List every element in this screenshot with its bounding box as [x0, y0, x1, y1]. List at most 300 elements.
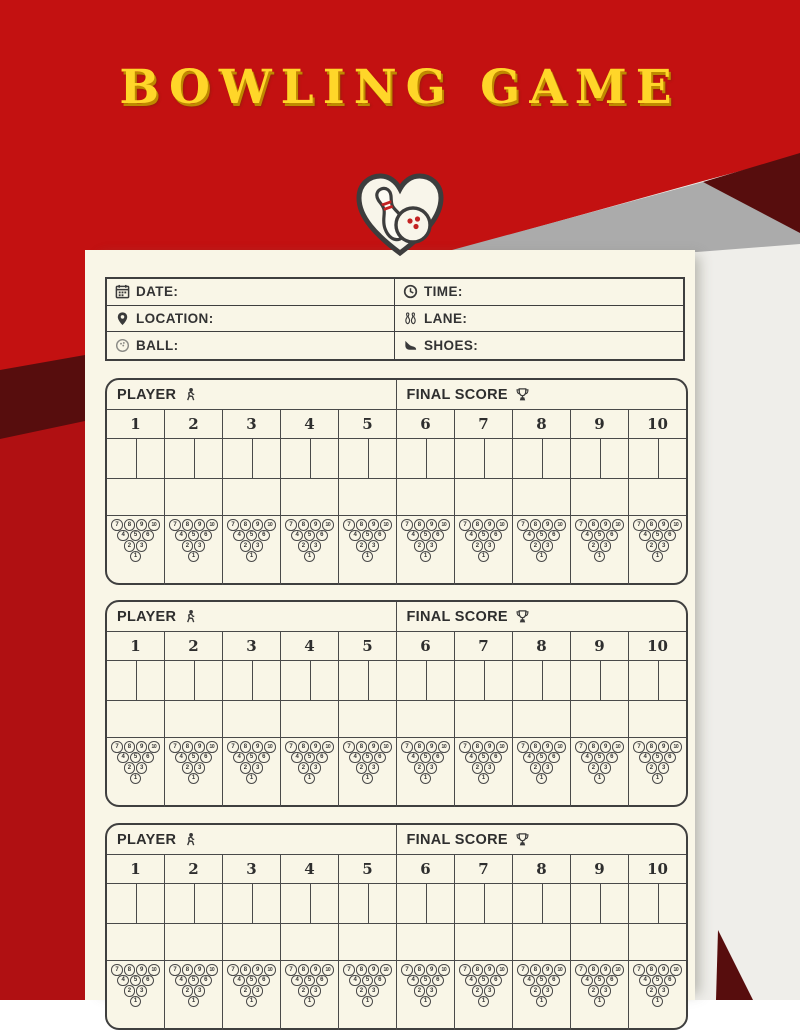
throw-box-divider [252, 439, 254, 478]
pin-7: 7 [169, 964, 181, 976]
throw-box-divider [542, 884, 544, 923]
pin-6: 6 [142, 752, 154, 764]
pin-9: 9 [368, 741, 380, 753]
pin-4: 4 [639, 530, 651, 542]
pin-9: 9 [600, 741, 612, 753]
frame-3-throw-boxes [223, 661, 281, 700]
frame-number-5: 5 [339, 632, 397, 660]
bowling-ball-icon [396, 208, 430, 242]
frame-10-pin-diagram [629, 961, 686, 1030]
pin-5: 5 [652, 752, 664, 764]
pin-row [513, 773, 570, 785]
frame-4-score-box [281, 701, 339, 737]
pin-3: 3 [484, 762, 496, 774]
pin-2: 2 [240, 540, 252, 552]
pin-4: 4 [233, 752, 245, 764]
pin-5: 5 [188, 530, 200, 542]
pin-row [281, 551, 338, 563]
frame-number-5: 5 [339, 410, 397, 438]
pin-3: 3 [368, 540, 380, 552]
pin-3: 3 [426, 540, 438, 552]
frame-number-3: 3 [223, 632, 281, 660]
pin-2: 2 [298, 762, 310, 774]
pin-3: 3 [136, 540, 148, 552]
frame-number-7: 7 [455, 632, 513, 660]
pin-row [455, 551, 512, 563]
pin-7: 7 [343, 519, 355, 531]
frame-9-throw-boxes [571, 884, 629, 923]
pin-7: 7 [633, 519, 645, 531]
frame-7-pin-diagram [455, 738, 513, 807]
pin-row [339, 996, 396, 1008]
pin-7: 7 [111, 519, 123, 531]
pin-10: 10 [264, 519, 276, 531]
pin-8: 8 [124, 741, 136, 753]
location-field [107, 306, 395, 333]
frame-number-6: 6 [397, 855, 455, 883]
lane-icon [403, 311, 418, 326]
pin-10: 10 [438, 519, 450, 531]
pin-2: 2 [182, 985, 194, 997]
frame-5-throw-boxes [339, 884, 397, 923]
pin-7: 7 [401, 964, 413, 976]
pin-10: 10 [670, 741, 682, 753]
pin-6: 6 [490, 975, 502, 987]
frame-5-score-box [339, 479, 397, 515]
pin-4: 4 [291, 530, 303, 542]
frame-9-throw-boxes [571, 661, 629, 700]
pins-row [107, 738, 686, 807]
pin-3: 3 [600, 985, 612, 997]
frame-6-score-box [397, 701, 455, 737]
pin-row [629, 551, 686, 563]
pin-8: 8 [588, 519, 600, 531]
pin-7: 7 [401, 519, 413, 531]
throws-row [107, 661, 686, 701]
pin-2: 2 [240, 762, 252, 774]
pin-10: 10 [612, 964, 624, 976]
pin-10: 10 [438, 964, 450, 976]
frame-10-throw-boxes [629, 439, 686, 478]
pin-6: 6 [490, 530, 502, 542]
pin-1: 1 [188, 551, 200, 563]
pin-9: 9 [658, 519, 670, 531]
pin-3: 3 [136, 985, 148, 997]
frame-8-throw-boxes [513, 884, 571, 923]
pin-1: 1 [420, 773, 432, 785]
pin-10: 10 [206, 741, 218, 753]
pin-9: 9 [600, 519, 612, 531]
pin-7: 7 [459, 964, 471, 976]
pin-10: 10 [322, 964, 334, 976]
pin-5: 5 [478, 752, 490, 764]
pin-9: 9 [310, 741, 322, 753]
pin-8: 8 [182, 519, 194, 531]
frame-8-pin-diagram [513, 961, 571, 1030]
frame-3-pin-diagram [223, 516, 281, 585]
pin-row [629, 773, 686, 785]
pin-2: 2 [182, 762, 194, 774]
pins-row [107, 516, 686, 585]
player-section-3 [105, 823, 688, 1030]
throw-box-divider [600, 884, 602, 923]
throw-box-divider [136, 439, 138, 478]
throw-box-divider [194, 439, 196, 478]
pin-8: 8 [298, 519, 310, 531]
frame-4-score-box [281, 479, 339, 515]
pin-7: 7 [227, 741, 239, 753]
pin-8: 8 [124, 964, 136, 976]
final-score-label: FINAL SCORE [406, 608, 508, 625]
pin-2: 2 [356, 762, 368, 774]
pin-8: 8 [414, 519, 426, 531]
pin-6: 6 [142, 530, 154, 542]
pin-1: 1 [362, 773, 374, 785]
frame-7-score-box [455, 924, 513, 960]
pin-1: 1 [478, 996, 490, 1008]
pin-10: 10 [496, 519, 508, 531]
frame-7-score-box [455, 479, 513, 515]
frame-4-throw-boxes [281, 439, 339, 478]
throw-box-divider [658, 661, 660, 700]
pin-5: 5 [362, 975, 374, 987]
pin-8: 8 [240, 741, 252, 753]
pin-9: 9 [252, 741, 264, 753]
shoes-icon [403, 338, 418, 353]
pin-6: 6 [432, 752, 444, 764]
pin-8: 8 [124, 519, 136, 531]
player-header [107, 602, 397, 631]
pin-5: 5 [188, 752, 200, 764]
pin-5: 5 [594, 975, 606, 987]
frame-number-3: 3 [223, 410, 281, 438]
pin-6: 6 [374, 530, 386, 542]
frame-10-score-box [629, 701, 686, 737]
pin-3: 3 [600, 762, 612, 774]
frame-2-throw-boxes [165, 439, 223, 478]
pin-9: 9 [658, 964, 670, 976]
throw-box-divider [310, 439, 312, 478]
frame-2-score-box [165, 701, 223, 737]
pin-6: 6 [548, 975, 560, 987]
pin-1: 1 [536, 551, 548, 563]
frame-number-2: 2 [165, 855, 223, 883]
pin-6: 6 [200, 752, 212, 764]
pin-row [629, 996, 686, 1008]
pin-5: 5 [304, 752, 316, 764]
pin-row [571, 996, 628, 1008]
shoes-label: SHOES: [424, 338, 479, 354]
pin-9: 9 [600, 964, 612, 976]
frame-1-score-box [107, 924, 165, 960]
pin-9: 9 [194, 741, 206, 753]
pin-row [223, 773, 280, 785]
pin-5: 5 [362, 530, 374, 542]
pin-6: 6 [200, 975, 212, 987]
frame-4-pin-diagram [281, 961, 339, 1030]
pin-2: 2 [240, 985, 252, 997]
pin-2: 2 [588, 985, 600, 997]
pin-10: 10 [322, 519, 334, 531]
pin-4: 4 [291, 752, 303, 764]
player-label: PLAYER [117, 831, 177, 848]
frame-9-pin-diagram [571, 516, 629, 585]
pin-6: 6 [432, 530, 444, 542]
frame-10-throw-boxes [629, 884, 686, 923]
pin-5: 5 [420, 752, 432, 764]
calendar-icon [115, 284, 130, 299]
frame-1-pin-diagram [107, 738, 165, 807]
pin-5: 5 [420, 530, 432, 542]
pin-10: 10 [438, 741, 450, 753]
frame-3-score-box [223, 924, 281, 960]
pin-6: 6 [374, 752, 386, 764]
frame-5-score-box [339, 701, 397, 737]
pin-9: 9 [426, 964, 438, 976]
pin-10: 10 [148, 741, 160, 753]
throw-box-divider [542, 661, 544, 700]
frame-number-7: 7 [455, 855, 513, 883]
info-table [105, 277, 685, 361]
pin-9: 9 [252, 519, 264, 531]
pin-8: 8 [530, 519, 542, 531]
pin-row [571, 551, 628, 563]
frame-number-3: 3 [223, 855, 281, 883]
frame-6-throw-boxes [397, 884, 455, 923]
pin-2: 2 [298, 985, 310, 997]
pin-3: 3 [426, 762, 438, 774]
frame-number-6: 6 [397, 632, 455, 660]
frame-5-pin-diagram [339, 738, 397, 807]
frame-3-pin-diagram [223, 961, 281, 1030]
pin-4: 4 [581, 752, 593, 764]
pin-4: 4 [523, 752, 535, 764]
pin-7: 7 [633, 964, 645, 976]
ball-label: BALL: [136, 338, 179, 354]
frame-number-10: 10 [647, 415, 668, 433]
final-score-header [397, 380, 687, 409]
pin-4: 4 [639, 752, 651, 764]
pin-2: 2 [414, 762, 426, 774]
heart-bowling-logo [350, 163, 450, 275]
pin-6: 6 [316, 975, 328, 987]
pin-1: 1 [478, 773, 490, 785]
pin-2: 2 [298, 540, 310, 552]
frame-6-throw-boxes [397, 661, 455, 700]
pin-7: 7 [575, 741, 587, 753]
throw-box-divider [484, 661, 486, 700]
pin-row [397, 773, 454, 785]
pin-8: 8 [298, 741, 310, 753]
pin-9: 9 [542, 964, 554, 976]
frame-number-4: 4 [281, 410, 339, 438]
pin-9: 9 [484, 741, 496, 753]
frame-5-throw-boxes [339, 661, 397, 700]
pin-10: 10 [670, 964, 682, 976]
pin-2: 2 [182, 540, 194, 552]
pin-9: 9 [484, 964, 496, 976]
pin-row [165, 996, 222, 1008]
throw-box-divider [368, 661, 370, 700]
frame-4-pin-diagram [281, 516, 339, 585]
pin-10: 10 [554, 519, 566, 531]
frame-10-pin-diagram [629, 738, 686, 807]
throw-box-divider [600, 439, 602, 478]
pin-4: 4 [233, 530, 245, 542]
pin-3: 3 [252, 540, 264, 552]
frame-1-pin-diagram [107, 516, 165, 585]
pin-10: 10 [670, 519, 682, 531]
frame-2-throw-boxes [165, 661, 223, 700]
frame-2-score-box [165, 479, 223, 515]
pin-3: 3 [368, 762, 380, 774]
pin-9: 9 [136, 964, 148, 976]
pin-3: 3 [310, 985, 322, 997]
pin-2: 2 [646, 762, 658, 774]
pin-6: 6 [142, 975, 154, 987]
pin-8: 8 [240, 519, 252, 531]
pin-3: 3 [252, 985, 264, 997]
throw-box-divider [136, 884, 138, 923]
pin-3: 3 [600, 540, 612, 552]
pin-1: 1 [594, 773, 606, 785]
pin-3: 3 [368, 985, 380, 997]
pin-8: 8 [530, 964, 542, 976]
pin-8: 8 [356, 741, 368, 753]
pin-10: 10 [554, 964, 566, 976]
frame-6-score-box [397, 479, 455, 515]
lane-field [395, 306, 683, 333]
pin-7: 7 [517, 741, 529, 753]
pin-1: 1 [594, 551, 606, 563]
pin-row [107, 996, 164, 1008]
pin-6: 6 [258, 752, 270, 764]
time-label: TIME: [424, 284, 463, 300]
pin-5: 5 [652, 530, 664, 542]
pin-7: 7 [111, 964, 123, 976]
pin-5: 5 [246, 975, 258, 987]
pin-7: 7 [517, 519, 529, 531]
player-label: PLAYER [117, 386, 177, 403]
pin-8: 8 [646, 964, 658, 976]
frame-8-pin-diagram [513, 738, 571, 807]
pin-5: 5 [536, 530, 548, 542]
pin-6: 6 [258, 975, 270, 987]
pin-4: 4 [291, 975, 303, 987]
pin-3: 3 [194, 762, 206, 774]
throw-box-divider [426, 884, 428, 923]
pin-4: 4 [175, 752, 187, 764]
pin-7: 7 [227, 964, 239, 976]
pin-10: 10 [554, 741, 566, 753]
pin-6: 6 [664, 975, 676, 987]
pin-4: 4 [175, 530, 187, 542]
pin-3: 3 [310, 540, 322, 552]
pin-1: 1 [130, 773, 142, 785]
frame-2-pin-diagram [165, 961, 223, 1030]
pin-5: 5 [304, 530, 316, 542]
trophy-icon [515, 832, 530, 847]
player-header [107, 380, 397, 409]
frame-6-pin-diagram [397, 516, 455, 585]
pin-8: 8 [588, 964, 600, 976]
frame-3-throw-boxes [223, 884, 281, 923]
pin-3: 3 [542, 985, 554, 997]
pin-10: 10 [264, 741, 276, 753]
throws-row [107, 884, 686, 924]
pin-8: 8 [414, 964, 426, 976]
pin-7: 7 [517, 964, 529, 976]
pin-2: 2 [472, 540, 484, 552]
pin-1: 1 [652, 773, 664, 785]
frame-5-pin-diagram [339, 961, 397, 1030]
throw-box-divider [484, 884, 486, 923]
pin-4: 4 [233, 975, 245, 987]
throw-box-divider [600, 661, 602, 700]
pin-7: 7 [459, 741, 471, 753]
pin-row [571, 773, 628, 785]
pin-3: 3 [136, 762, 148, 774]
frame-3-pin-diagram [223, 738, 281, 807]
pin-6: 6 [316, 752, 328, 764]
pin-9: 9 [252, 964, 264, 976]
pin-5: 5 [304, 975, 316, 987]
pin-7: 7 [459, 519, 471, 531]
pin-6: 6 [606, 752, 618, 764]
trophy-icon [515, 609, 530, 624]
pin-6: 6 [258, 530, 270, 542]
pin-row [107, 551, 164, 563]
pin-6: 6 [606, 530, 618, 542]
pin-8: 8 [646, 519, 658, 531]
pin-1: 1 [594, 996, 606, 1008]
pin-row [513, 551, 570, 563]
section-header [107, 380, 686, 410]
frame-1-score-box [107, 701, 165, 737]
pin-2: 2 [414, 540, 426, 552]
frame-8-score-box [513, 701, 571, 737]
pin-5: 5 [188, 975, 200, 987]
pin-8: 8 [356, 519, 368, 531]
throw-box-divider [310, 661, 312, 700]
pin-4: 4 [117, 752, 129, 764]
pin-2: 2 [646, 985, 658, 997]
final-score-label: FINAL SCORE [406, 831, 508, 848]
pin-10: 10 [496, 964, 508, 976]
pin-8: 8 [240, 964, 252, 976]
frame-5-pin-diagram [339, 516, 397, 585]
frame-7-score-box [455, 701, 513, 737]
pin-10: 10 [206, 519, 218, 531]
pin-4: 4 [523, 530, 535, 542]
pin-10: 10 [380, 519, 392, 531]
pin-8: 8 [414, 741, 426, 753]
throw-box-divider [658, 439, 660, 478]
frame-number-2: 2 [165, 632, 223, 660]
pin-1: 1 [188, 773, 200, 785]
frame-3-score-box [223, 479, 281, 515]
pin-5: 5 [594, 752, 606, 764]
pin-4: 4 [349, 752, 361, 764]
frame-numbers-row [107, 855, 686, 884]
pin-9: 9 [542, 519, 554, 531]
pin-5: 5 [130, 752, 142, 764]
frame-9-pin-diagram [571, 961, 629, 1030]
pin-row [223, 996, 280, 1008]
page-title: BOWLING GAME [119, 60, 681, 115]
pin-3: 3 [426, 985, 438, 997]
pin-2: 2 [530, 985, 542, 997]
